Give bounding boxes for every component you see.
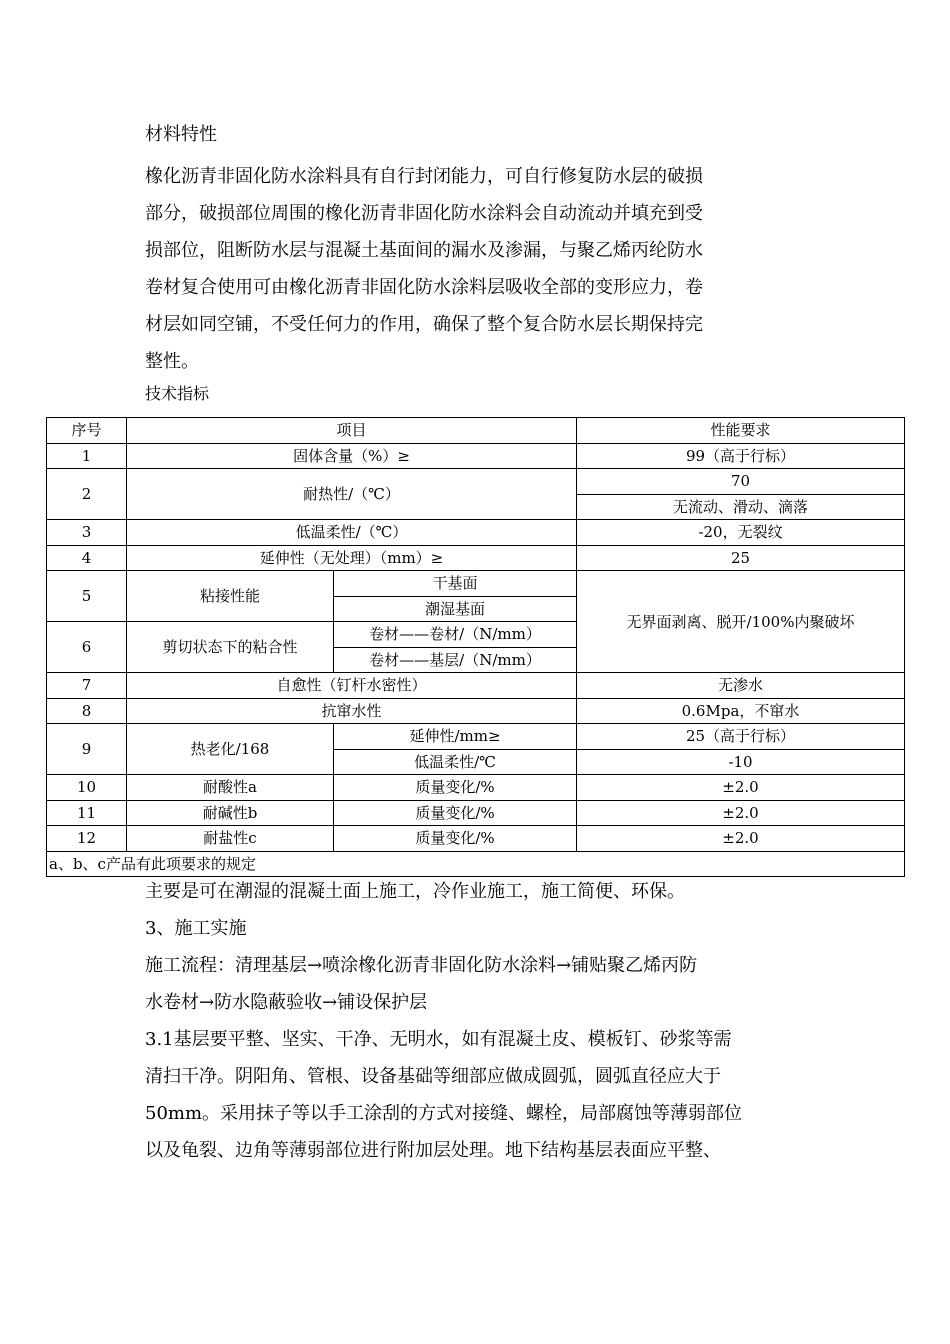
paragraph-line: 部分，破损部位周围的橡化沥青非固化防水涂料会自动流动并填充到受	[145, 203, 703, 224]
row-requirement: 25	[577, 545, 905, 571]
row-no: 2	[47, 469, 127, 520]
row-subitem: 潮湿基面	[334, 596, 577, 622]
paragraph-line: 卷材复合使用可由橡化沥青非固化防水涂料层吸收全部的变形应力，卷	[145, 277, 703, 298]
table-row	[47, 545, 905, 571]
table-note: a、b、c产品有此项要求的规定	[47, 851, 905, 877]
table-row	[47, 826, 905, 852]
paragraph-line: 损部位，阻断防水层与混凝土基面间的漏水及渗漏，与聚乙烯丙纶防水	[145, 240, 703, 261]
body-line: 以及龟裂、边角等薄弱部位进行附加层处理。地下结构基层表面应平整、	[145, 1140, 721, 1161]
section-heading: 3、施工实施	[145, 918, 247, 939]
table-row	[47, 673, 905, 699]
row-no: 7	[47, 673, 127, 699]
row-subitem: 质量变化/%	[334, 826, 577, 852]
row-subitem: 低温柔性/℃	[334, 749, 577, 775]
body-line: 清扫干净。阴阳角、管根、设备基础等细部应做成圆弧，圆弧直径应大于	[145, 1066, 721, 1087]
row-requirement: -20，无裂纹	[577, 520, 905, 546]
row-item: 耐热性/（℃）	[127, 469, 577, 520]
section-title: 材料特性	[145, 124, 217, 145]
table-row	[47, 698, 905, 724]
table-header-row	[47, 418, 905, 444]
table-row	[47, 520, 905, 546]
material-properties-paragraph	[145, 158, 815, 380]
table-title: 技术指标	[145, 384, 210, 403]
row-no: 5	[47, 571, 127, 622]
row-item: 耐酸性a	[127, 775, 334, 801]
row-no: 3	[47, 520, 127, 546]
row-requirement: -10	[577, 749, 905, 775]
row-item: 热老化/168	[127, 724, 334, 775]
body-line: 50mm。采用抹子等以手工涂刮的方式对接缝、螺栓，局部腐蚀等薄弱部位	[145, 1103, 743, 1124]
row-requirement: 0.6Mpa，不窜水	[577, 698, 905, 724]
header-no: 序号	[47, 418, 127, 444]
paragraph-line: 橡化沥青非固化防水涂料具有自行封闭能力，可自行修复防水层的破损	[145, 166, 703, 187]
row-item: 自愈性（钉杆水密性）	[127, 673, 577, 699]
table-row	[47, 571, 905, 597]
row-requirement: ±2.0	[577, 800, 905, 826]
row-no: 4	[47, 545, 127, 571]
paragraph-line: 材层如同空铺，不受任何力的作用，确保了整个复合防水层长期保持完	[145, 314, 703, 335]
header-item: 项目	[127, 418, 577, 444]
body-line: 水卷材→防水隐蔽验收→铺设保护层	[145, 992, 428, 1013]
row-requirement: 99（高于行标）	[577, 443, 905, 469]
row-item: 粘接性能	[127, 571, 334, 622]
body-line: 3.1基层要平整、坚实、干净、无明水，如有混凝土皮、模板钉、砂浆等需	[145, 1029, 732, 1050]
row-subitem: 卷材——基层/（N/mm）	[334, 647, 577, 673]
row-requirement: 无渗水	[577, 673, 905, 699]
construction-section	[145, 873, 825, 1169]
row-requirement: ±2.0	[577, 775, 905, 801]
row-subitem: 质量变化/%	[334, 775, 577, 801]
row-item: 低温柔性/（℃）	[127, 520, 577, 546]
table-row	[47, 443, 905, 469]
row-item: 抗窜水性	[127, 698, 577, 724]
body-line: 主要是可在潮湿的混凝土面上施工，冷作业施工，施工简便、环保。	[145, 881, 685, 902]
table-row	[47, 775, 905, 801]
row-requirement: 70	[577, 469, 905, 495]
row-requirement: 无界面剥离、脱开/100%内聚破坏	[577, 571, 905, 673]
row-subitem: 卷材——卷材/（N/mm）	[334, 622, 577, 648]
body-line: 施工流程：清理基层→喷涂橡化沥青非固化防水涂料→铺贴聚乙烯丙防	[145, 955, 698, 976]
row-item: 剪切状态下的粘合性	[127, 622, 334, 673]
row-no: 10	[47, 775, 127, 801]
table-row	[47, 724, 905, 750]
row-subitem: 质量变化/%	[334, 800, 577, 826]
row-requirement: 无流动、滑动、滴落	[577, 494, 905, 520]
table-row	[47, 800, 905, 826]
row-item: 固体含量（%）≥	[127, 443, 577, 469]
row-no: 1	[47, 443, 127, 469]
header-requirement: 性能要求	[577, 418, 905, 444]
row-no: 9	[47, 724, 127, 775]
row-item: 耐碱性b	[127, 800, 334, 826]
row-no: 6	[47, 622, 127, 673]
row-no: 11	[47, 800, 127, 826]
row-requirement: ±2.0	[577, 826, 905, 852]
technical-specs-table	[46, 417, 905, 877]
row-subitem: 延伸性/mm≥	[334, 724, 577, 750]
row-no: 8	[47, 698, 127, 724]
row-requirement: 25（高于行标）	[577, 724, 905, 750]
paragraph-line: 整性。	[145, 351, 199, 372]
row-no: 12	[47, 826, 127, 852]
row-item: 延伸性（无处理）（mm）≥	[127, 545, 577, 571]
row-subitem: 干基面	[334, 571, 577, 597]
row-item: 耐盐性c	[127, 826, 334, 852]
table-row	[47, 469, 905, 495]
